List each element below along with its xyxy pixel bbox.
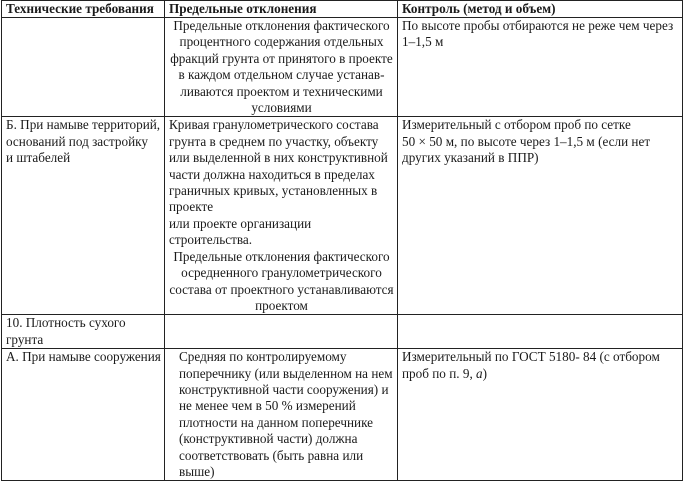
header-technical-requirements: Технические требования — [2, 1, 165, 18]
row4-control-close-paren: ) — [482, 365, 488, 381]
row4-tolerance-text: Средняя по контролируемому поперечнику (или выделенном на нем конструктивной части сооружения) и не менее чем в 50 % измерений плотности на данном поперечнике (конструктивной части) должна соответствовать (быть равна или выше) — [179, 349, 393, 479]
header-tolerances: Предельные отклонения — [165, 1, 398, 18]
row2-requirement-text: Б. При намыве территорий, оснований под застройку и штабелей — [6, 117, 161, 166]
requirements-table — [1, 0, 683, 481]
table-row — [2, 349, 683, 481]
header-control-method: Контроль (метод и объем) — [398, 1, 683, 18]
row4-requirement-text: А. При намыве сооружения — [6, 349, 161, 365]
row3-tolerance-cell — [165, 315, 398, 349]
row3-requirement-cell — [2, 315, 165, 349]
row1-tolerance-cell — [165, 18, 398, 117]
row3-requirement-text: 10. Плотность сухого грунта — [6, 315, 126, 347]
row4-control-italic-letter: а — [476, 365, 483, 381]
table-row — [2, 18, 683, 117]
row2-tolerance-paragraph-2: Предельные отклонения фактического осредненного гранулометрического состава от проектного устанавливаются проектом — [169, 248, 394, 313]
row4-requirement-cell — [2, 349, 165, 481]
row1-requirement-cell — [2, 18, 165, 117]
row2-requirement-cell — [2, 117, 165, 315]
row4-tolerance-cell — [165, 349, 398, 481]
row4-control-cell — [398, 349, 683, 481]
row2-tolerance-cell — [165, 117, 398, 315]
row3-control-cell — [398, 315, 683, 349]
table-header-row — [2, 1, 683, 18]
row1-control-cell — [398, 18, 683, 117]
row1-control-text: По высоте пробы отбираются не реже чем через 1–1,5 м — [402, 18, 674, 50]
row4-control-text: Измерительный по ГОСТ 5180- 84 (с отбором проб по п. 9, — [402, 349, 660, 381]
table-row — [2, 315, 683, 349]
row4-control-wrapper — [402, 349, 679, 382]
row2-tolerance-paragraph-1: Кривая гранулометрического состава грунта в среднем по участку, объекту или выделенной в них конструктивной части должна находиться в пределах граничных кривых, установленных в проекте или проекте организации строительства. — [169, 117, 388, 248]
row1-tolerance-text: Предельные отклонения фактического процентного содержания отдельных фракций грунта от принятого в проекте в каждом отдельном случае устанав- ливаются проектом и техническими условиями — [170, 18, 393, 116]
row2-control-cell — [398, 117, 683, 315]
row2-control-text: Измерительный с отбором проб по сетке 50 × 50 м, по высоте через 1–1,5 м (если нет других указаний в ППР) — [402, 117, 651, 166]
table-row — [2, 117, 683, 315]
